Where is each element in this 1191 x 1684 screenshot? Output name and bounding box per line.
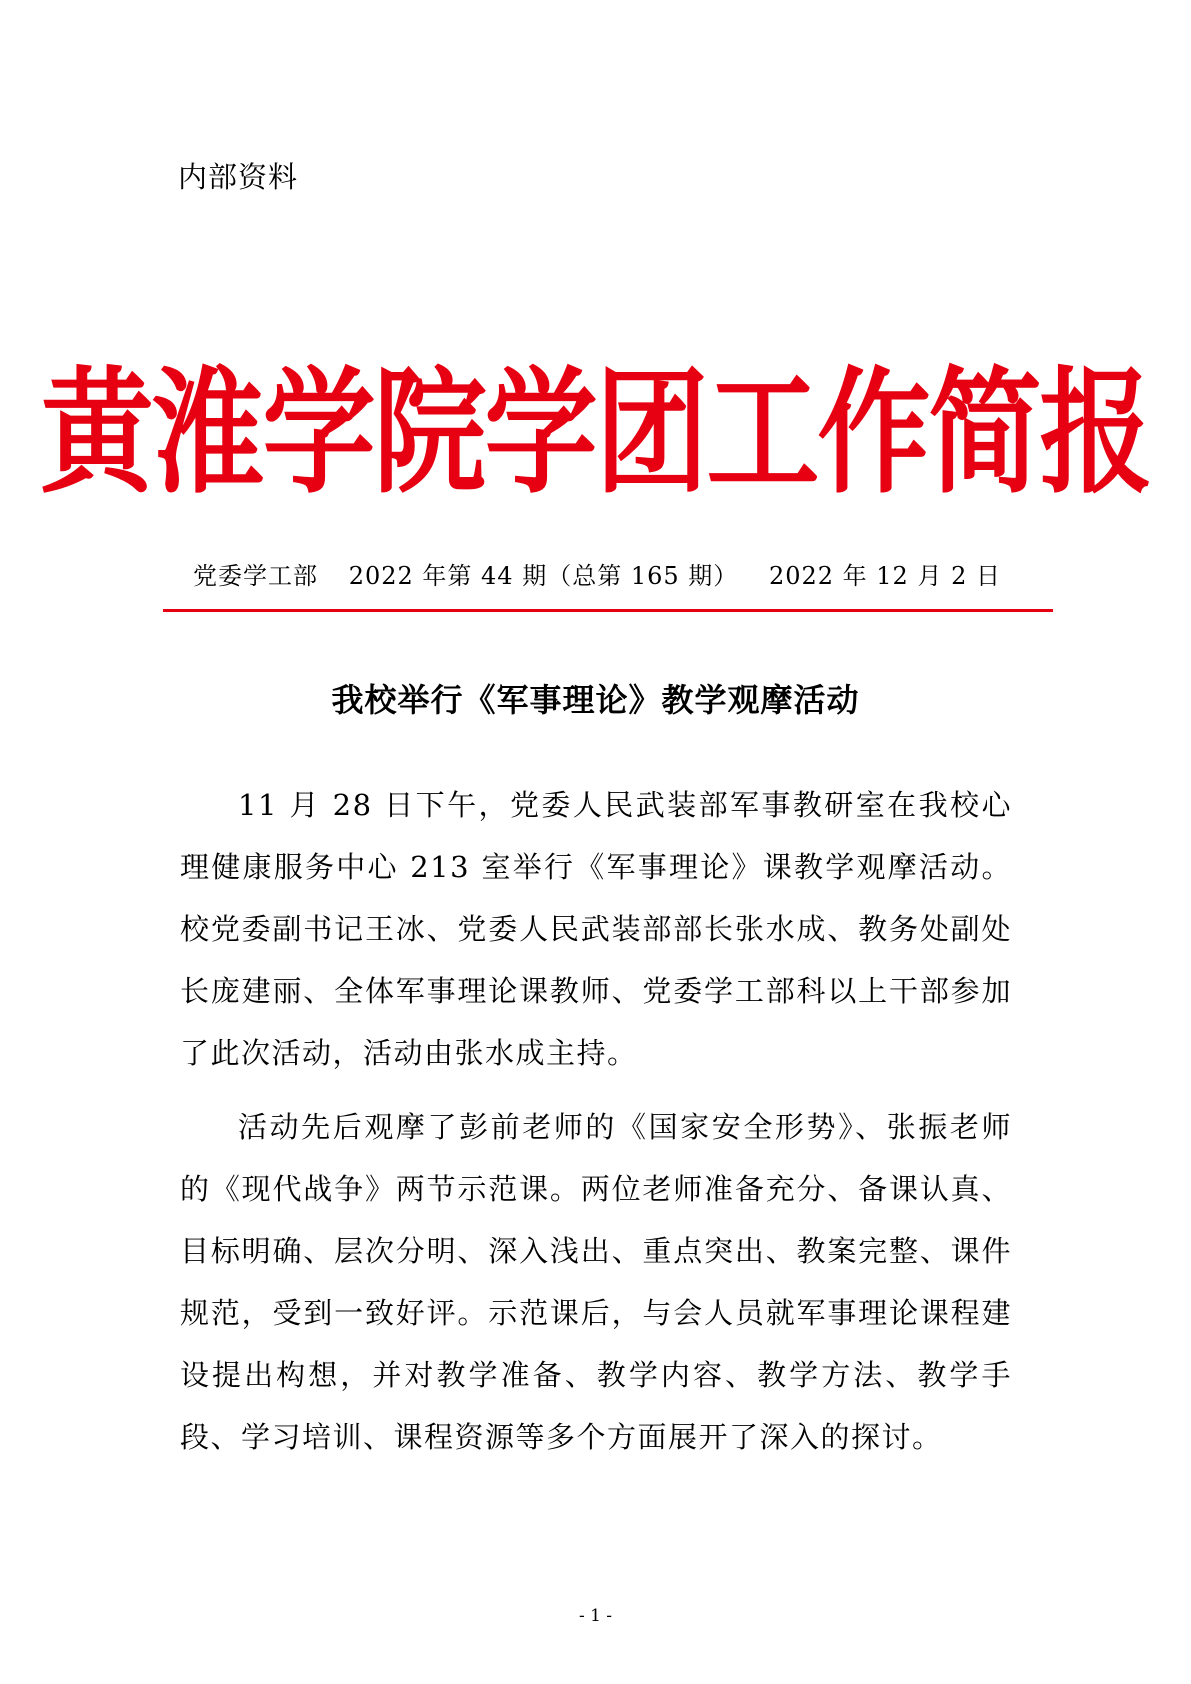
red-divider: [163, 609, 1053, 612]
newsletter-masthead: 黄淮学院学团工作简报: [40, 352, 1151, 513]
issue-info-line: [193, 556, 1001, 591]
article-title: 我校举行《军事理论》教学观摩活动: [331, 681, 860, 719]
article-body: [180, 774, 1012, 1480]
issue-number: 2022 年第 44 期（总第 165 期）: [348, 562, 739, 590]
issuing-department: 党委学工部: [193, 562, 318, 590]
page-number: - 1 -: [578, 1606, 613, 1626]
article-paragraph: 活动先后观摩了彭前老师的《国家安全形势》、张振老师的《现代战争》两节示范课。两位老师准备充分、备课认真、目标明确、层次分明、深入浅出、重点突出、教案完整、课件规范，受到一致好评。示范课后，与会人员就军事理论课程建设提出构想，并对教学准备、教学内容、教学方法、教学手段、学习培训、课程资源等多个方面展开了深入的探讨。: [180, 1110, 1012, 1454]
issue-date: 2022 年 12 月 2 日: [768, 562, 1001, 590]
classification-label: 内部资料: [178, 160, 299, 194]
article-paragraph: 11 月 28 日下午，党委人民武装部军事教研室在我校心理健康服务中心 213 室举行《军事理论》课教学观摩活动。校党委副书记王冰、党委人民武装部部长张水成、教务处副处长庞建丽、全体军事理论课教师、党委学工部科以上干部参加了此次活动，活动由张水成主持。: [180, 788, 1012, 1070]
